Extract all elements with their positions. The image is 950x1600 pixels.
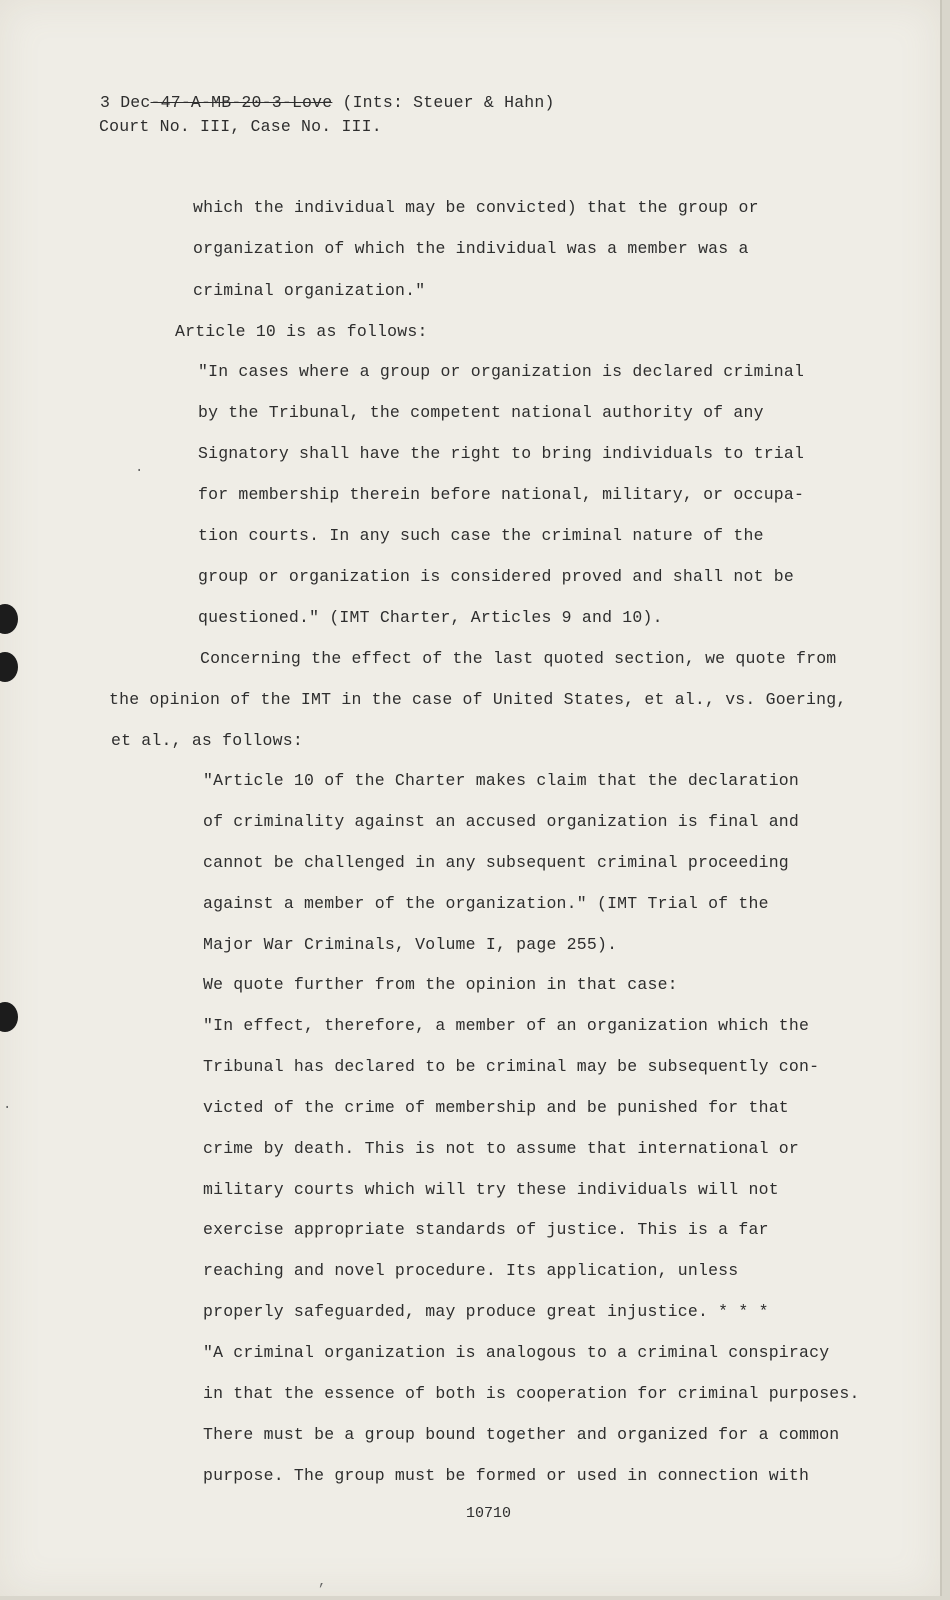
body-line: "In cases where a group or organization is declared criminal (198, 362, 805, 381)
body-line: exercise appropriate standards of justice. This is a far (203, 1220, 769, 1239)
body-line: tion courts. In any such case the criminal nature of the (198, 526, 764, 545)
body-line: et al., as follows: (111, 731, 303, 750)
body-line: "In effect, therefore, a member of an organization which the (203, 1016, 810, 1035)
body-line: purpose. The group must be formed or used in connection with (203, 1466, 810, 1485)
header-line-2: Court No. III, Case No. III. (99, 117, 382, 136)
body-line: Tribunal has declared to be criminal may be subsequently con- (203, 1057, 820, 1076)
body-line: military courts which will try these individuals will not (203, 1180, 779, 1199)
body-line: which the individual may be convicted) that the group or (193, 198, 759, 217)
body-line: criminal organization." (193, 281, 426, 300)
body-line: crime by death. This is not to assume that international or (203, 1139, 799, 1158)
body-line: of criminality against an accused organization is final and (203, 812, 799, 831)
body-line: Major War Criminals, Volume I, page 255). (203, 935, 618, 954)
stray-mark: · (3, 1100, 12, 1116)
header-struck-text: -47-A-MB-20-3-Love (150, 93, 333, 112)
header-date: 3 Dec (100, 93, 151, 112)
page-number: 10710 (466, 1505, 512, 1522)
body-line: group or organization is considered proved and shall not be (198, 567, 794, 586)
stray-mark: · (135, 463, 144, 479)
body-line: We quote further from the opinion in that case: (203, 975, 678, 994)
body-line: victed of the crime of membership and be punished for that (203, 1098, 789, 1117)
body-line: Signatory shall have the right to bring individuals to trial (198, 444, 805, 463)
body-line: "A criminal organization is analogous to a criminal conspiracy (203, 1343, 830, 1362)
header-line-1 (100, 93, 555, 112)
body-line: "Article 10 of the Charter makes claim that the declaration (203, 771, 799, 790)
body-line: properly safeguarded, may produce great injustice. * * * (203, 1302, 769, 1321)
binder-hole (0, 604, 18, 634)
body-line: There must be a group bound together and organized for a common (203, 1425, 840, 1444)
body-line: the opinion of the IMT in the case of United States, et al., vs. Goering, (109, 690, 847, 709)
body-line: by the Tribunal, the competent national authority of any (198, 403, 764, 422)
body-line: organization of which the individual was a member was a (193, 239, 749, 258)
body-line: Article 10 is as follows: (175, 322, 428, 341)
body-line: for membership therein before national, military, or occupa- (198, 485, 805, 504)
body-line: reaching and novel procedure. Its application, unless (203, 1261, 739, 1280)
body-line: Concerning the effect of the last quoted section, we quote from (200, 649, 837, 668)
body-line: in that the essence of both is cooperation for criminal purposes. (203, 1384, 860, 1403)
header-interpreters: (Ints: Steuer & Hahn) (332, 93, 555, 112)
body-line: against a member of the organization." (IMT Trial of the (203, 894, 769, 913)
binder-hole (0, 1002, 18, 1032)
body-line: cannot be challenged in any subsequent criminal proceeding (203, 853, 789, 872)
body-line: questioned." (IMT Charter, Articles 9 and 10). (198, 608, 663, 627)
binder-hole (0, 652, 18, 682)
stray-mark: , (318, 1574, 327, 1590)
